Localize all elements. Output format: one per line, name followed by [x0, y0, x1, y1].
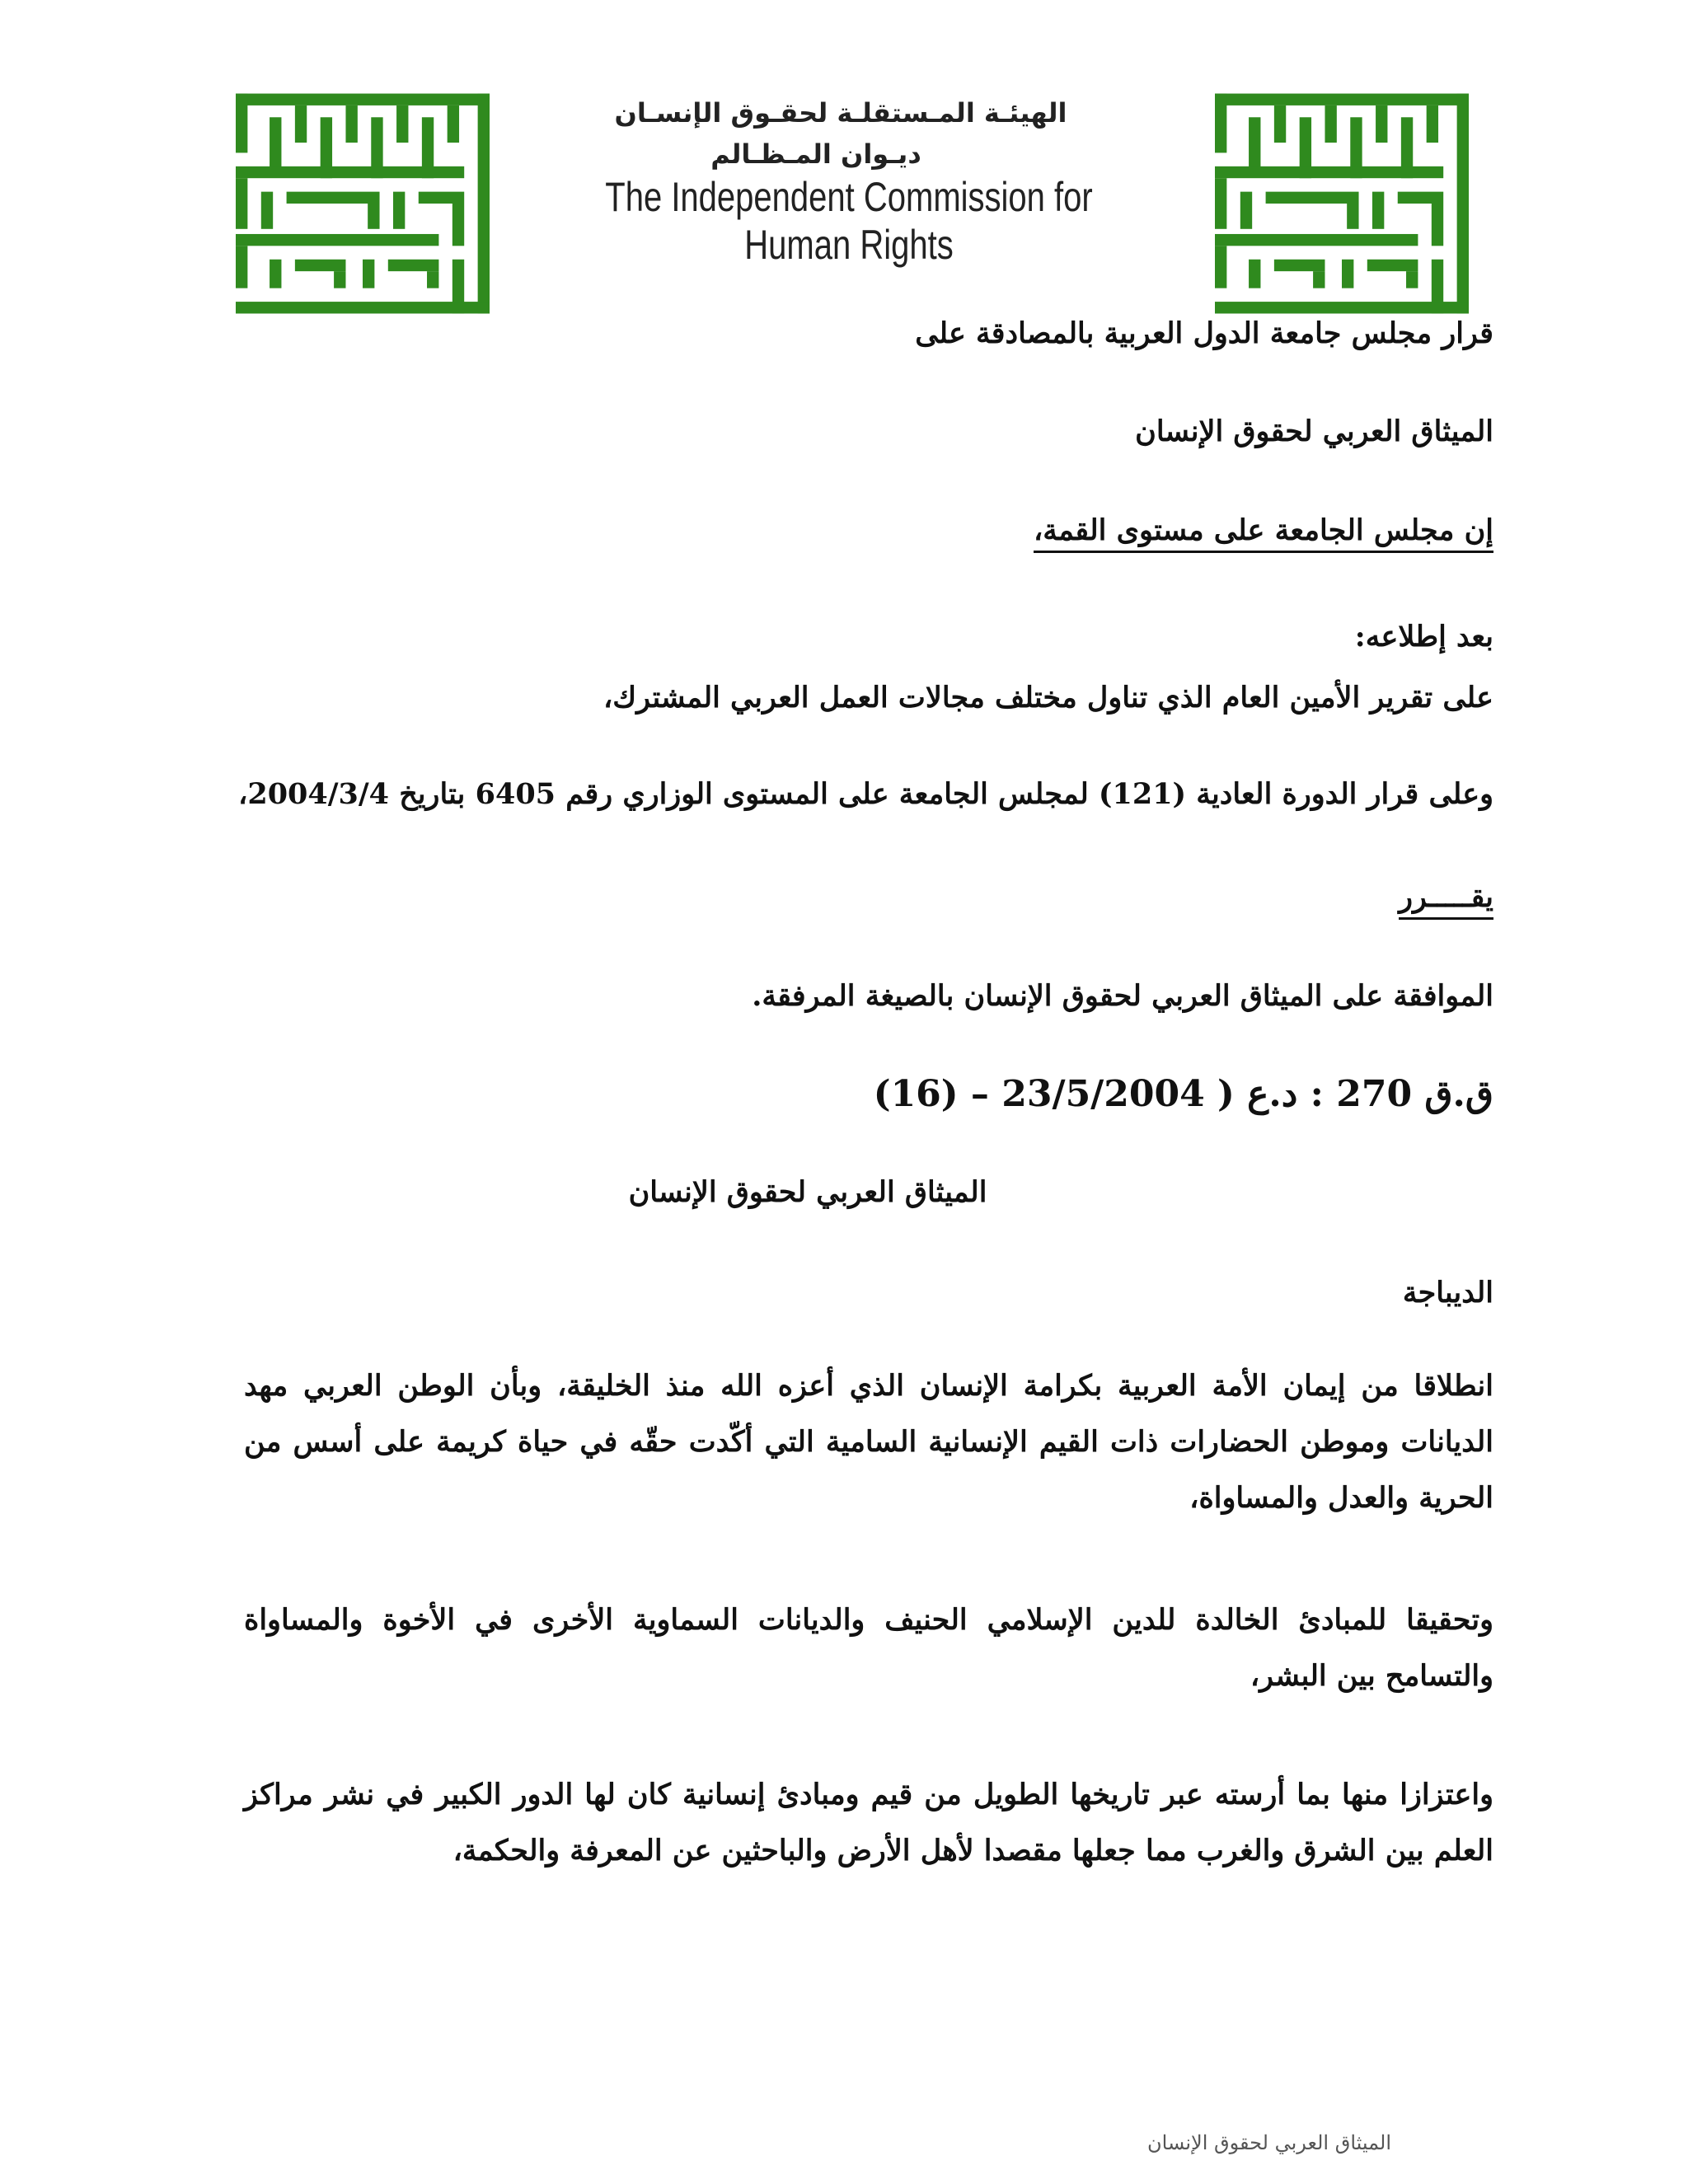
preamble-paragraph-1: انطلاقا من إيمان الأمة العربية بكرامة الإنسان الذي أعزه الله منذ الخليقة، وبأن الوطن العربي مهد الديانات وموطن الحضارات ذات القيم الإنسانية السامية التي أكّدت حقّه في حياة كريمة على أسس من الحرية والعدل والمساواة،	[244, 1369, 1493, 1515]
after-review-label: بعد إطلاعه:	[1354, 620, 1493, 654]
recital-report: على تقرير الأمين العام الذي تناول مختلف مجالات العمل العربي المشترك،	[603, 681, 1493, 715]
page-footer: الميثاق العربي لحقوق الإنسان	[1147, 2131, 1391, 2154]
commission-logo-left	[236, 93, 490, 314]
approval-statement: الموافقة على الميثاق العربي لحقوق الإنسان بالصيغة المرفقة.	[752, 979, 1493, 1013]
org-subname-arabic: ديـوان المـظـالم	[710, 138, 921, 170]
council-intro	[1034, 513, 1493, 548]
decides-text: يقـــــرر	[1399, 880, 1493, 920]
charter-title: الميثاق العربي لحقوق الإنسان	[1135, 415, 1493, 448]
charter-section-title: الميثاق العربي لحقوق الإنسان	[628, 1175, 987, 1209]
preamble-paragraph-3: واعتزازا منها بما أرسته عبر تاريخها الطويل من قيم ومبادئ إنسانية كان لها الدور الكبير في نشر مراكز العلم بين الشرق والغرب مما جعلها مقصدا لأهل الأرض والباحثين عن المعرفة والحكمة،	[244, 1778, 1493, 1868]
decision-heading: قرار مجلس جامعة الدول العربية بالمصادقة على	[915, 316, 1493, 350]
decision-reference: ق.ق 270 : د.ع ( 23/5/2004 – (16)	[873, 1073, 1493, 1115]
org-name-arabic: الهيئـة المـستقلـة لحقـوق الإنسـان	[614, 97, 1067, 129]
org-name-english: The Independent Commission for Human Rights	[605, 174, 1093, 268]
recital-resolution: وعلى قرار الدورة العادية (121) لمجلس الجامعة على المستوى الوزاري رقم 6405 بتاريخ 2004/3/4،	[238, 777, 1493, 811]
preamble-paragraph-2: وتحقيقا للمبادئ الخالدة للدين الإسلامي الحنيف والديانات السماوية الأخرى في الأخوة والمساواة والتسامح بين البشر،	[244, 1603, 1493, 1693]
commission-logo-right	[1215, 93, 1469, 314]
decides-heading	[1399, 880, 1493, 915]
council-intro-text: إن مجلس الجامعة على مستوى القمة،	[1034, 513, 1493, 553]
preamble-heading: الديباجة	[1402, 1276, 1493, 1310]
